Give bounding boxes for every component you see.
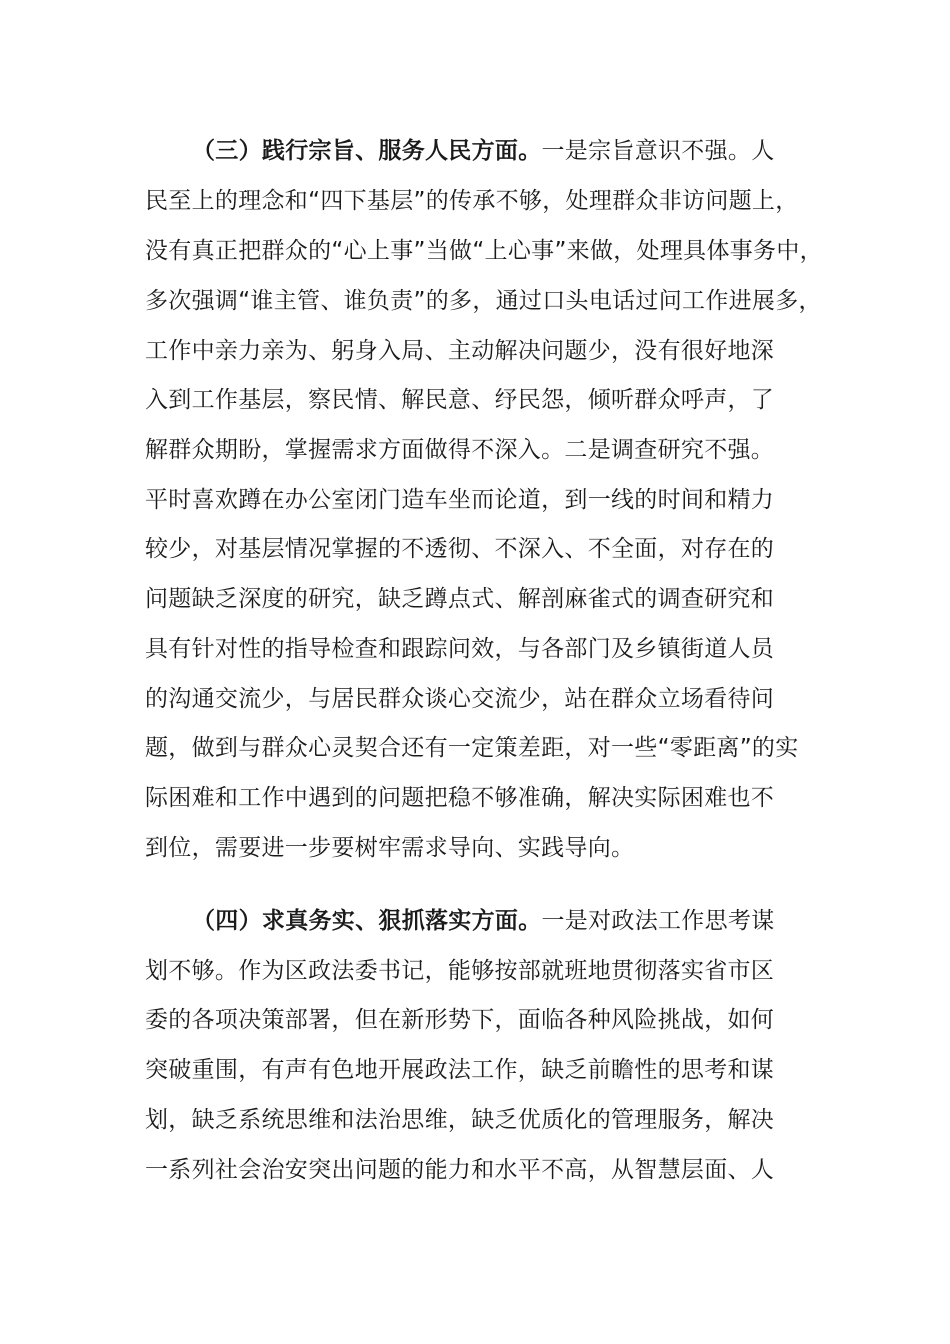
section3-heading: （三）践行宗旨、服务人民方面。 <box>192 138 542 164</box>
section3-line-12: 题，做到与群众心灵契合还有一定策差距，对一些“零距离”的实 <box>145 735 799 761</box>
section4-line-2: 委的各项决策部署，但在新形势下，面临各种风险挑战，如何 <box>145 1007 775 1033</box>
section3-line-8: 较少，对基层情况掌握的不透彻、不深入、不全面，对存在的 <box>145 536 775 562</box>
section3-line-5: 入到工作基层，察民情、解民意、纾民怨，倾听群众呼声，了 <box>145 387 775 413</box>
section3-line-2: 没有真正把群众的“心上事”当做“上心事”来做，处理具体事务中， <box>145 238 823 264</box>
section4-line-1: 划不够。作为区政法委书记，能够按部就班地贯彻落实省市区 <box>145 958 775 984</box>
section3-line-14: 到位，需要进一步要树牢需求导向、实践导向。 <box>145 835 635 861</box>
section3-line-6: 解群众期盼，掌握需求方面做得不深入。二是调查研究不强。 <box>145 437 775 463</box>
section3-line-13: 际困难和工作中遇到的问题把稳不够准确，解决实际困难也不 <box>145 785 775 811</box>
section4-line-5: 一系列社会治安突出问题的能力和水平不高，从智慧层面、人 <box>145 1157 775 1183</box>
section3-line-10: 具有针对性的指导检查和跟踪问效，与各部门及乡镇街道人员 <box>145 636 775 662</box>
section4-line-3: 突破重围，有声有色地开展政法工作，缺乏前瞻性的思考和谋 <box>145 1057 775 1083</box>
section3-line-9: 问题缺乏深度的研究，缺乏蹲点式、解剖麻雀式的调查研究和 <box>145 586 775 612</box>
section3-line-11: 的沟通交流少，与居民群众谈心交流少，站在群众立场看待问 <box>145 686 775 712</box>
section3-line-3: 多次强调“谁主管、谁负责”的多，通过口头电话过问工作进展多， <box>145 288 822 314</box>
section4-heading: （四）求真务实、狠抓落实方面。 <box>192 908 542 934</box>
section3-line-0: 一是宗旨意识不强。人 <box>541 138 775 164</box>
section3-line-1: 民至上的理念和“四下基层”的传承不够，处理群众非访问题上， <box>145 188 799 214</box>
section4-first-line <box>192 906 775 936</box>
section3-line-7: 平时喜欢蹲在办公室闭门造车坐而论道，到一线的时间和精力 <box>145 487 775 513</box>
section4-line-4: 划，缺乏系统思维和法治思维，缺乏优质化的管理服务，解决 <box>145 1107 775 1133</box>
section3-first-line <box>192 136 775 166</box>
section3-line-4: 工作中亲力亲为、躬身入局、主动解决问题少，没有很好地深 <box>145 338 775 364</box>
section4-line-0: 一是对政法工作思考谋 <box>541 908 775 934</box>
